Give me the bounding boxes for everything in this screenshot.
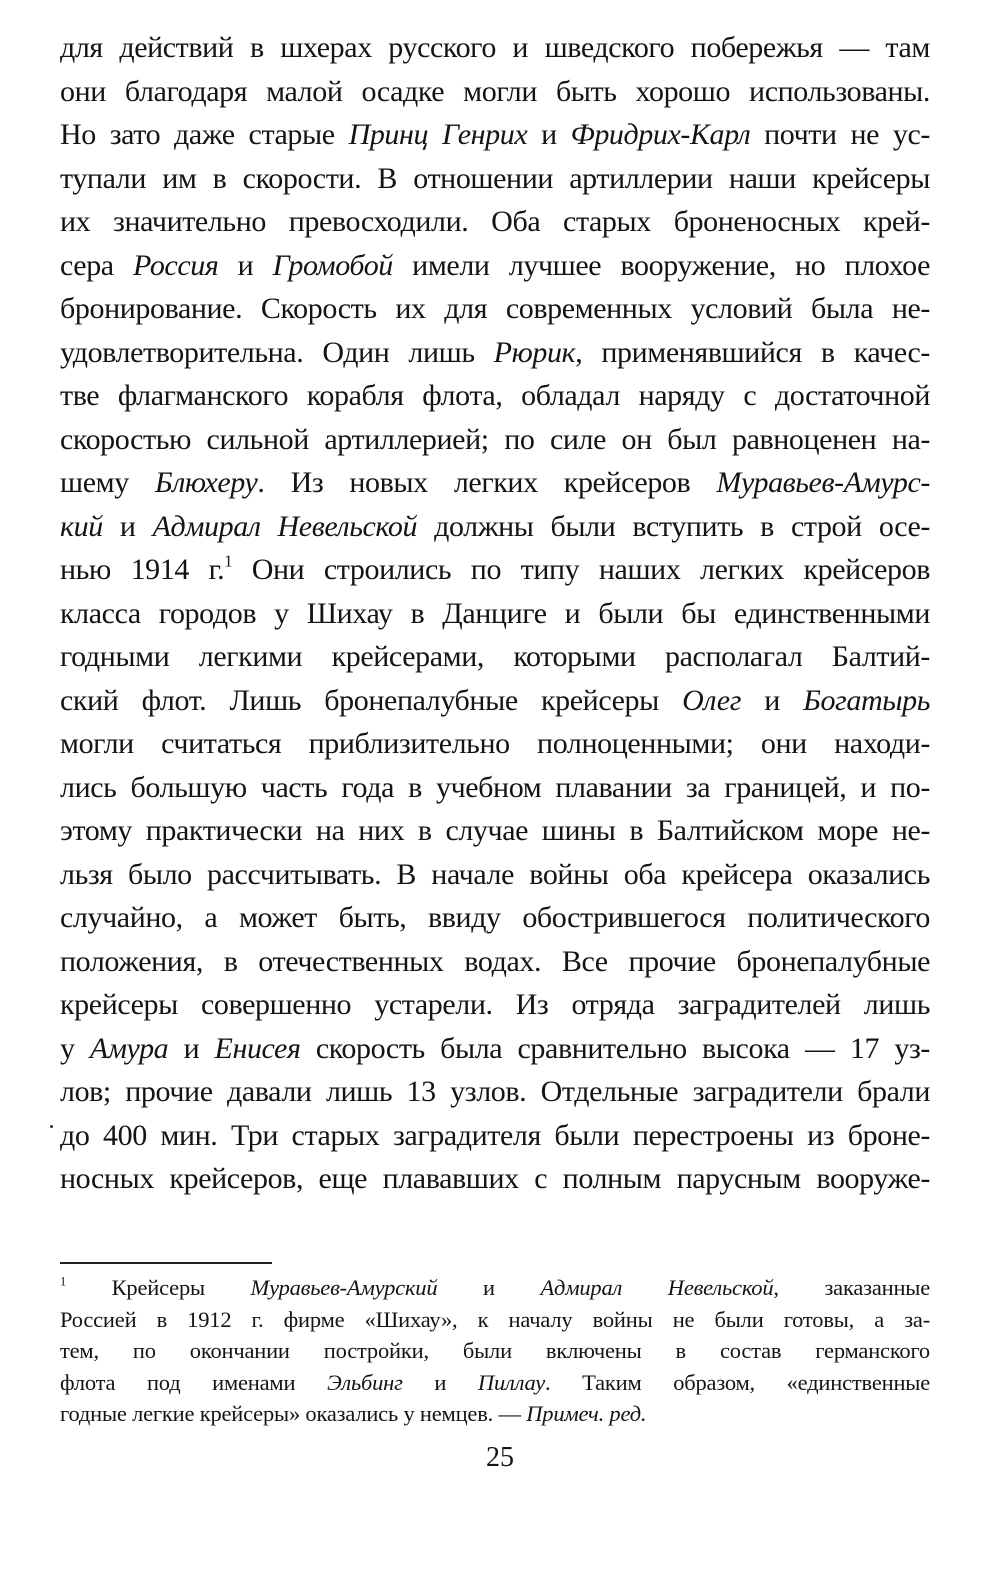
ship-name: Адмирал Невельской — [540, 1275, 774, 1300]
text-line — [60, 635, 930, 679]
text-line — [60, 1335, 930, 1367]
text-line — [60, 1027, 930, 1071]
ship-name: Принц Генрих — [348, 118, 528, 151]
text-run: скорость была сравнительно высока — 17 уз- — [300, 1031, 931, 1065]
ship-name: Рюрик — [493, 335, 576, 369]
footnote-separator — [60, 1262, 272, 1264]
text-run: лись большую часть года в учебном плавании за границей, и по- — [60, 770, 930, 804]
text-line — [60, 592, 930, 636]
footnote-marker: 1 — [60, 1274, 66, 1289]
text-run: нью 1914 г. — [60, 553, 225, 586]
text-run: и — [437, 1275, 541, 1300]
text-run: положения, в отечественных водах. Все прочие бронепалубные — [60, 944, 930, 978]
text-line — [60, 1070, 930, 1114]
text-run: и — [218, 248, 273, 282]
text-run: Крейсеры — [65, 1275, 251, 1300]
text-run: . Из новых легких крейсеров — [257, 466, 717, 499]
text-line — [60, 244, 930, 288]
ship-name: Пиллау — [477, 1369, 546, 1395]
text-run: до 400 мин. Три старых заградителя были перестроены из броне- — [60, 1118, 930, 1152]
ship-name: Богатырь — [803, 683, 930, 717]
page-number: 25 — [486, 1442, 514, 1473]
text-run: и — [527, 118, 571, 151]
text-run: должны были вступить в строй осе- — [417, 509, 930, 543]
text-line — [60, 1114, 930, 1158]
text-run: ский флот. Лишь бронепалубные крейсеры — [60, 683, 683, 717]
scan-speck — [50, 1125, 53, 1128]
ship-name: Россия — [132, 248, 219, 282]
text-line — [60, 374, 930, 418]
text-line — [60, 157, 930, 201]
text-line — [60, 200, 930, 244]
text-run: , заказанные — [773, 1275, 930, 1300]
text-run: для действий в шхерах русского и шведского побережья — там — [60, 31, 930, 64]
ship-name: Примеч. ред. — [526, 1401, 647, 1426]
ship-name: Адмирал Невельской — [152, 509, 418, 543]
text-run: случайно, а может быть, ввиду обострившегося политического — [60, 901, 930, 934]
text-run: и — [741, 683, 804, 717]
text-line — [60, 1304, 930, 1336]
text-line — [60, 1398, 930, 1430]
text-line — [60, 1157, 930, 1201]
text-run: годными легкими крейсерами, которыми располагал Балтий- — [60, 640, 930, 673]
ship-name: Фридрих-Карл — [570, 118, 751, 151]
text-line — [60, 1367, 930, 1399]
footnote — [60, 1272, 930, 1430]
text-run: льзя было рассчитывать. В начале войны оба крейсера оказались — [60, 857, 930, 891]
text-run: и — [168, 1031, 215, 1065]
text-line — [60, 26, 930, 70]
text-run: могли считаться приблизительно полноценными; они находи- — [60, 727, 930, 760]
text-run: шему — [60, 466, 155, 499]
text-run: у — [60, 1031, 90, 1065]
text-line — [60, 896, 930, 940]
text-run: бронирование. Скорость их для современных условий была не- — [60, 292, 930, 325]
text-line — [60, 418, 930, 462]
text-line — [60, 809, 930, 853]
text-run: годные легкие крейсеры» оказались у немцев. — — [60, 1401, 527, 1426]
ship-name: Муравьев-Амурский — [250, 1275, 438, 1300]
main-text-body — [60, 26, 930, 1201]
text-line — [60, 1272, 930, 1304]
text-line — [60, 113, 930, 157]
text-run: и — [102, 509, 153, 543]
text-run: крейсеры совершенно устарели. Из отряда заградителей лишь — [60, 988, 930, 1021]
text-run: флота под именами — [60, 1369, 327, 1395]
text-line — [60, 505, 930, 549]
ship-name: Олег — [682, 683, 742, 717]
text-run: скоростью сильной артиллерией; по силе он был равноценен на- — [60, 422, 930, 456]
text-line — [60, 70, 930, 114]
ship-name: Енисея — [214, 1031, 301, 1065]
text-run: тве флагманского корабля флота, обладал наряду с достаточной — [60, 379, 930, 412]
text-run: почти не ус- — [750, 118, 931, 151]
ship-name: Блюхеру — [154, 466, 258, 499]
text-run: Они строились по типу наших легких крейсеров — [232, 553, 930, 586]
ship-name: Громобой — [272, 248, 393, 282]
ship-name: Эльбинг — [326, 1369, 403, 1395]
ship-name: кий — [60, 509, 103, 543]
text-run: Россией в 1912 г. фирме «Шихау», к началу войны не были готовы, а за- — [60, 1306, 930, 1332]
text-line — [60, 287, 930, 331]
text-run: Но зато даже старые — [60, 118, 349, 151]
text-line — [60, 331, 930, 375]
text-line — [60, 548, 930, 592]
ship-name: Амура — [89, 1031, 169, 1065]
text-run: . Таким образом, «единственные — [545, 1369, 930, 1395]
text-line — [60, 766, 930, 810]
text-run: тупали им в скорости. В отношении артиллерии наши крейсеры — [60, 161, 930, 195]
text-line — [60, 853, 930, 897]
text-run: класса городов у Шихау в Данциге и были бы единственными — [60, 596, 930, 630]
ship-name: Муравьев-Амурс- — [716, 466, 930, 499]
text-run: этому практически на них в случае шины в Балтийском море не- — [60, 814, 930, 847]
text-run: и — [402, 1369, 478, 1395]
text-run: сера — [60, 248, 133, 282]
footnote-marker: 1 — [224, 551, 233, 571]
text-run: их значительно превосходили. Оба старых броненосных крей- — [60, 205, 930, 238]
text-line — [60, 679, 930, 723]
text-line — [60, 461, 930, 505]
text-run: удовлетворительна. Один лишь — [60, 335, 494, 369]
text-run: они благодаря малой осадке могли быть хорошо использованы. — [60, 74, 930, 108]
text-run: имели лучшее вооружение, но плохое — [392, 248, 930, 282]
text-line — [60, 940, 930, 984]
text-run: тем, по окончании постройки, были включены в состав германского — [60, 1338, 930, 1363]
text-run: носных крейсеров, еще плававших с полным парусным вооруже- — [60, 1162, 930, 1195]
text-run: , применявшийся в качес- — [575, 335, 931, 369]
text-line — [60, 722, 930, 766]
text-run: лов; прочие давали лишь 13 узлов. Отдельные заградители брали — [60, 1075, 930, 1108]
text-line — [60, 983, 930, 1027]
